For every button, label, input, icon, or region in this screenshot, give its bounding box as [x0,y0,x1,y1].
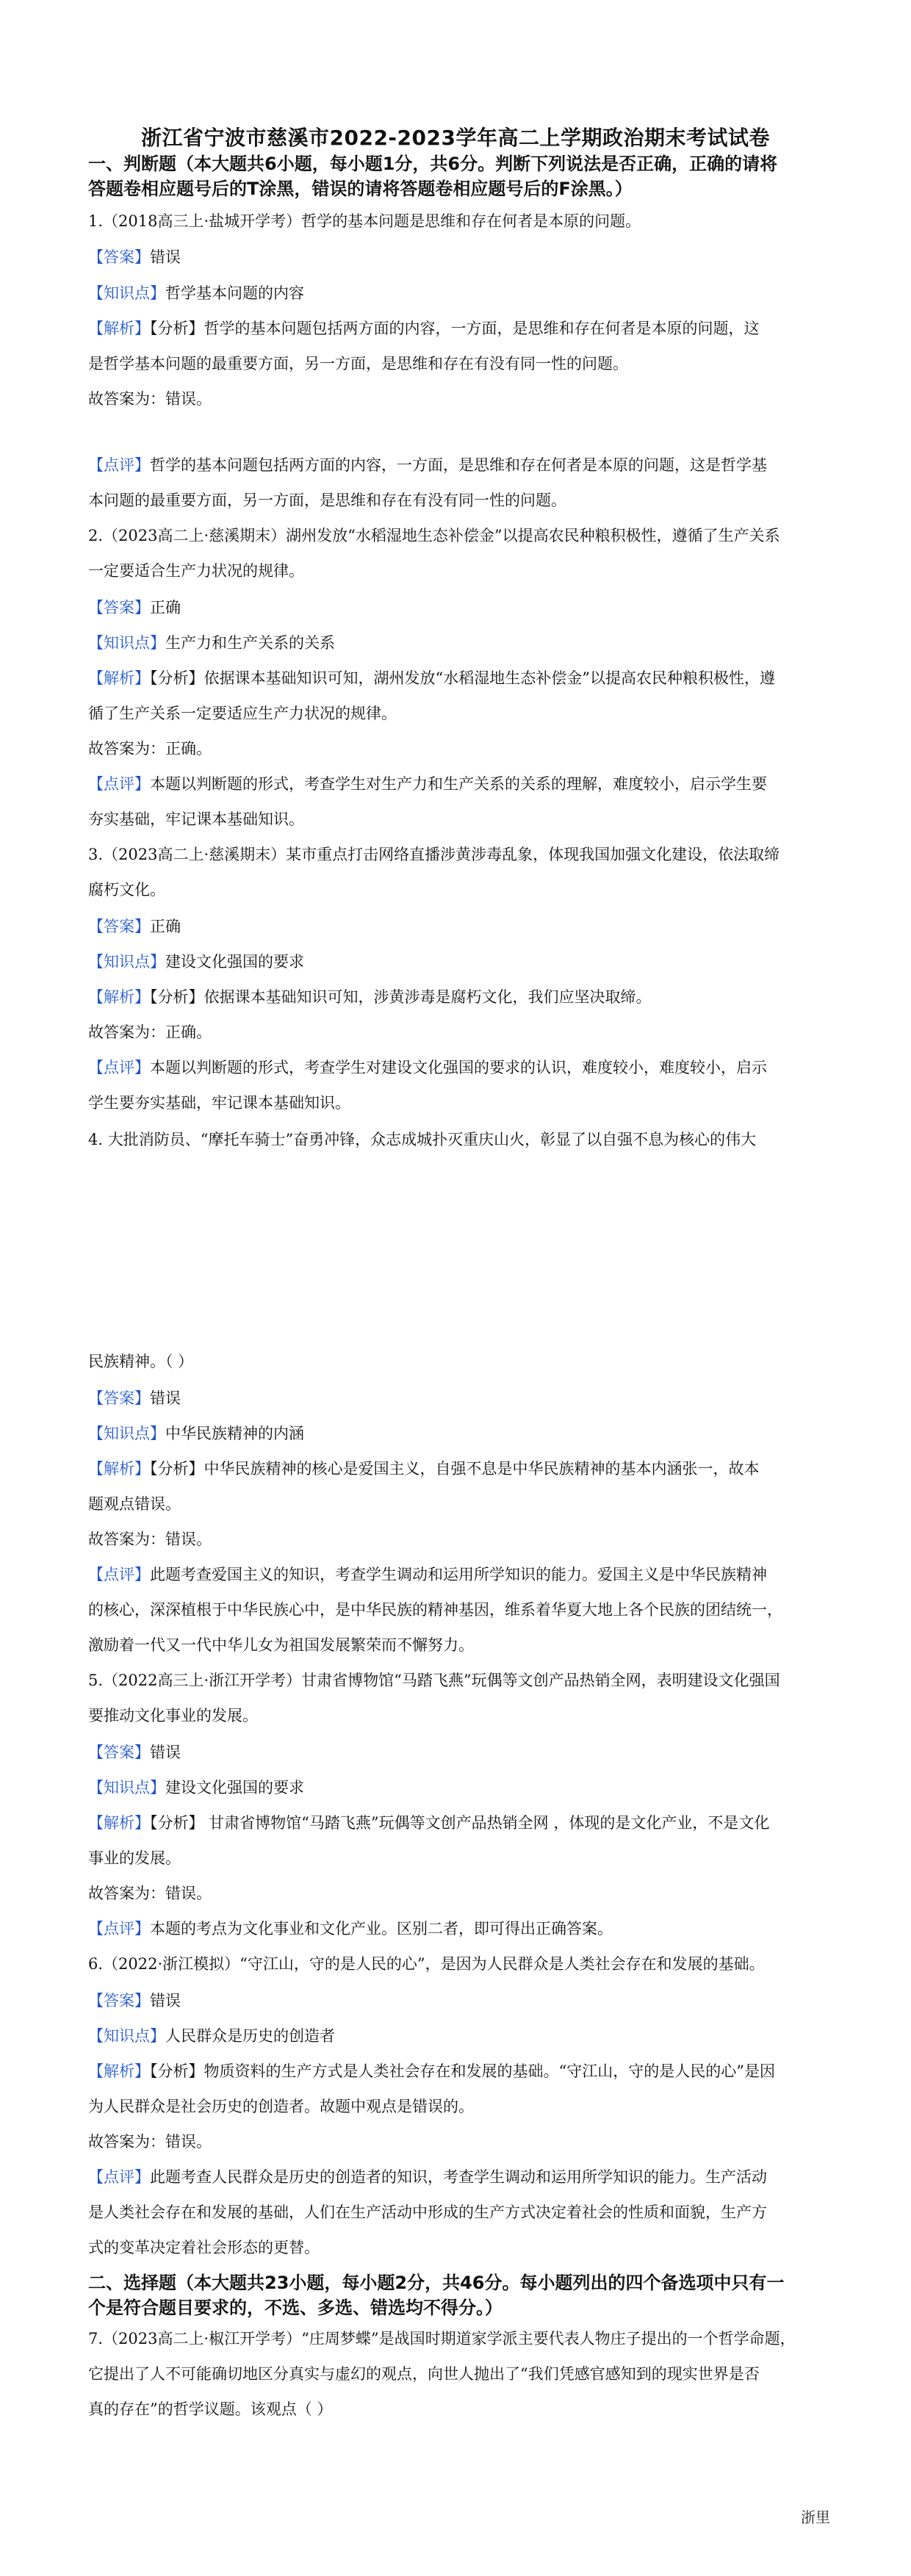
q3-conclusion: 故答案为：正确。 [88,1023,212,1041]
q5-knowledge: 【知识点】建设文化强国的要求 [88,1779,304,1796]
q1-answer: 【答案】错误 [88,248,181,266]
q4-knowledge: 【知识点】中华民族精神的内涵 [88,1425,304,1442]
section-1-heading: 一、判断题（本大题共6小题，每小题1分，共6分。判断下列说法是否正确，正确的请将 答题卷相应题号后的T涂黑，错误的请将答题卷相应题号后的F涂黑。） [88,154,778,199]
q6-analysis: 【解析】【分析】物质资料的生产方式是人类社会存在和发展的基础。“守江山，守的是人民的心”是因 [88,2062,775,2080]
q2-analysis: 【解析】【分析】依据课本基础知识可知，湖州发放“水稻湿地生态补偿金”以提高农民种粮积极性，遵 [88,669,775,687]
q6-comment-cont: 是人类社会存在和发展的基础，人们在生产活动中形成的生产方式决定着社会的性质和面貌，生产方 [88,2203,767,2221]
q4-stem: 4. 大批消防员、“摩托车骑士”奋勇冲锋，众志成城扑灭重庆山火，彰显了以自强不息为核心的伟大 [88,1131,757,1148]
q4-conclusion: 故答案为：错误。 [88,1530,212,1548]
q4-analysis-cont: 题观点错误。 [88,1495,181,1513]
q4-comment-cont: 的核心，深深植根于中华民族心中，是中华民族的精神基因，维系着华夏大地上各个民族的团结统一， [88,1601,782,1619]
q5-analysis-cont: 事业的发展。 [88,1849,181,1867]
q6-conclusion: 故答案为：错误。 [88,2133,212,2151]
q6-knowledge: 【知识点】人民群众是历史的创造者 [88,2027,335,2045]
q3-answer: 【答案】正确 [88,918,181,935]
q3-comment: 【点评】本题以判断题的形式，考查学生对建设文化强国的要求的认识，难度较小，难度较小，启示 [88,1059,767,1076]
q3-comment-cont: 学生要夯实基础，牢记课本基础知识。 [88,1094,350,1112]
q2-stem-cont: 一定要适合生产力状况的规律。 [88,562,304,580]
page-title: 浙江省宁波市慈溪市2022-2023学年高二上学期政治期末考试试卷 [141,126,770,150]
q4-analysis: 【解析】【分析】中华民族精神的核心是爱国主义，自强不息是中华民族精神的基本内涵张一，故本 [88,1460,760,1478]
q4-comment: 【点评】此题考查爱国主义的知识，考查学生调动和运用所学知识的能力。爱国主义是中华民族精神 [88,1566,767,1583]
q3-stem: 3.（2023高二上·慈溪期末）某市重点打击网络直播涉黄涉毒乱象，体现我国加强文化建设，依法取缔 [88,846,780,863]
q2-stem: 2.（2023高二上·慈溪期末）湖州发放“水稻湿地生态补偿金”以提高农民种粮积极性，遵循了生产关系 [88,527,780,544]
q1-comment: 【点评】哲学的基本问题包括两方面的内容，一方面，是思维和存在何者是本原的问题，这是哲学基 [88,456,767,474]
q1-analysis: 【解析】【分析】哲学的基本问题包括两方面的内容，一方面，是思维和存在何者是本原的问题，这 [88,320,760,337]
q5-answer: 【答案】错误 [88,1744,181,1761]
q2-knowledge: 【知识点】生产力和生产关系的关系 [88,634,335,652]
q4-answer: 【答案】错误 [88,1389,181,1407]
q6-comment: 【点评】此题考查人民群众是历史的创造者的知识，考查学生调动和运用所学知识的能力。生产活动 [88,2168,767,2186]
q5-stem-cont: 要推动文化事业的发展。 [88,1707,258,1724]
q4-stem-end: 民族精神。（ ） [88,1353,194,1370]
q1-knowledge: 【知识点】哲学基本问题的内容 [88,284,304,302]
q1-stem: 1.（2018高三上·盐城开学考）哲学的基本问题是思维和存在何者是本原的问题。 [88,212,641,230]
q6-analysis-cont: 为人民群众是社会历史的创造者。故题中观点是错误的。 [88,2098,474,2115]
q7-stem-cont: 它提出了人不可能确切地区分真实与虚幻的观点，向世人抛出了“我们凭感官感知到的现实世界是否 [88,2365,760,2383]
q3-knowledge: 【知识点】建设文化强国的要求 [88,953,304,971]
q7-stem-cont: 真的存在”的哲学议题。该观点（ ） [88,2400,333,2418]
q5-conclusion: 故答案为：错误。 [88,1885,212,1902]
q2-analysis-cont: 循了生产关系一定要适应生产力状况的规律。 [88,705,397,722]
q1-analysis-cont: 是哲学基本问题的最重要方面，另一方面，是思维和存在有没有同一性的问题。 [88,355,628,373]
q6-answer: 【答案】错误 [88,1992,181,2010]
page-footer: 浙里 [801,2508,830,2526]
q5-stem: 5.（2022高三上·浙江开学考）甘肃省博物馆“马踏飞燕”玩偶等文创产品热销全网，表明建设文化强国 [88,1672,780,1689]
q4-comment-cont: 激励着一代又一代中华儿女为祖国发展繁荣而不懈努力。 [88,1636,474,1654]
q3-stem-cont: 腐朽文化。 [88,881,165,899]
q2-conclusion: 故答案为：正确。 [88,740,212,758]
q6-comment-cont: 式的变革决定着社会形态的更替。 [88,2239,320,2256]
q3-analysis: 【解析】【分析】依据课本基础知识可知，涉黄涉毒是腐朽文化，我们应坚决取缔。 [88,988,652,1006]
q1-conclusion: 故答案为：错误。 [88,390,212,408]
q7-stem: 7.（2023高二上·椒江开学考）“庄周梦蝶”是战国时期道家学派主要代表人物庄子提出的一个哲学命题， [88,2330,796,2347]
q5-comment: 【点评】本题的考点为文化事业和文化产业。区别二者，即可得出正确答案。 [88,1920,613,1938]
q6-stem: 6.（2022·浙江模拟）“守江山，守的是人民的心”，是因为人民群众是人类社会存在和发展的基础。 [88,1955,765,1973]
q2-comment: 【点评】本题以判断题的形式，考查学生对生产力和生产关系的关系的理解，难度较小，启示学生要 [88,775,767,793]
q2-answer: 【答案】正确 [88,599,181,616]
q1-comment-cont: 本问题的最重要方面，另一方面，是思维和存在有没有同一性的问题。 [88,492,566,509]
section-2-heading: 二、选择题（本大题共23小题，每小题2分，共46分。每小题列出的四个备选项中只有一 个是符合题目要求的，不选、多选、错选均不得分。） [88,2273,785,2318]
q5-analysis: 【解析】【分析】 甘肃省博物馆“马踏飞燕”玩偶等文创产品热销全网 ，体现的是文化产业，不是文化 [88,1814,770,1832]
q2-comment-cont: 夯实基础，牢记课本基础知识。 [88,810,304,828]
